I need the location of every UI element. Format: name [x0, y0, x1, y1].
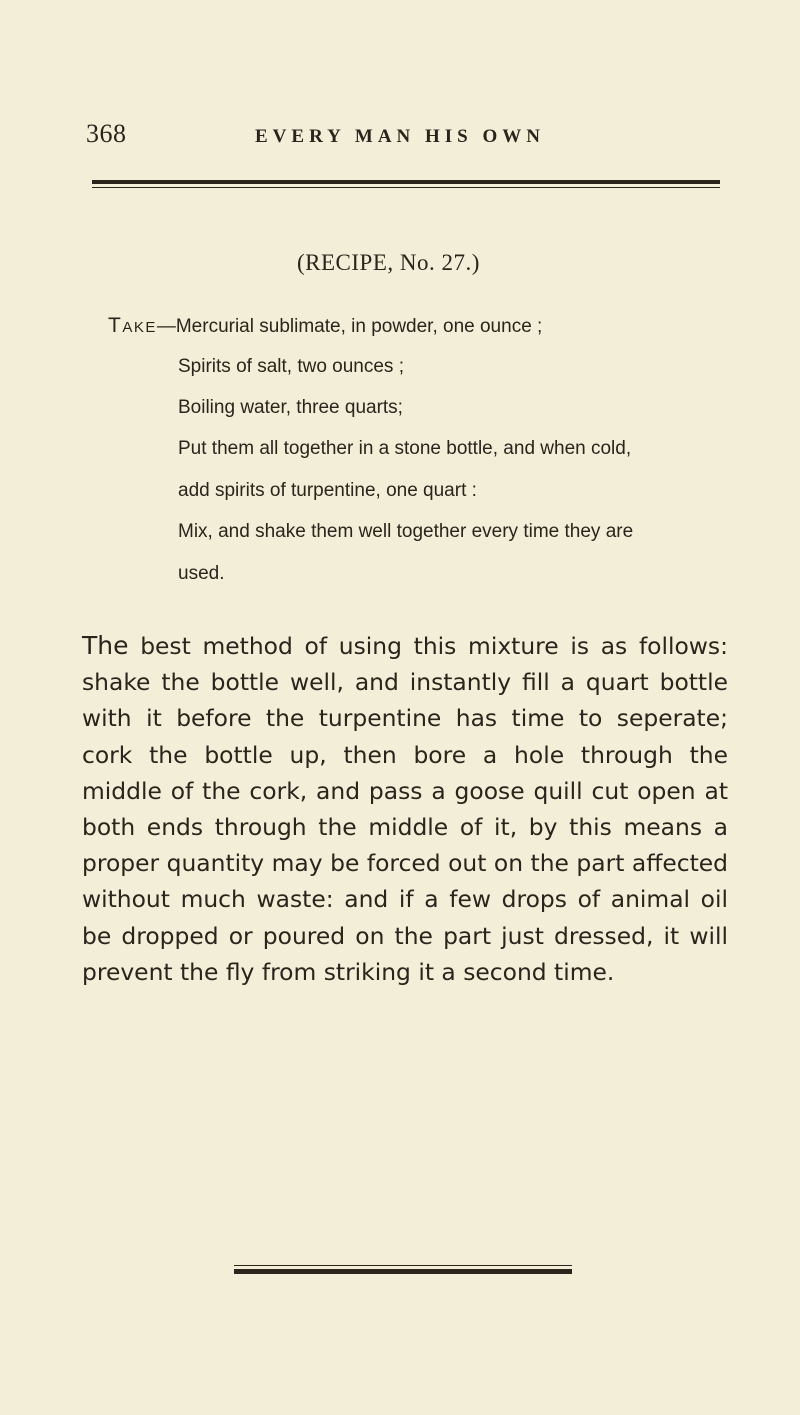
- recipe-line: [178, 397, 403, 419]
- footer-rule-thin: [234, 1265, 572, 1266]
- recipe-line: [178, 480, 477, 502]
- recipe-line-text: add spirits of turpentine, one quart :: [178, 480, 477, 501]
- recipe-line: [108, 314, 542, 338]
- paragraph-text: best method of using this mixture is as follows: shake the bottle well, and instantly fill a quart bottle with it before the turpentine has time to seperate; cork the bottle up, then bore a hole through the middle of the cork, and pass a goose quill cut open at both ends through the middle of it, by this means a proper quantity may be forced out on the part affected without much waste: and if a few drops of animal oil be dropped or poured on the part just dressed, it will prevent the fly from striking it a second time.: [82, 632, 728, 986]
- recipe-line: [178, 356, 404, 378]
- body-paragraph: [82, 628, 728, 990]
- paragraph-lead-word: The: [82, 631, 129, 660]
- recipe-line: [178, 521, 633, 543]
- recipe-line-text: Boiling water, three quarts;: [178, 397, 403, 418]
- recipe-line-text: used.: [178, 563, 225, 584]
- running-title: EVERY MAN HIS OWN: [255, 126, 546, 147]
- page-number: 368: [86, 119, 127, 148]
- footer-rule: [234, 1269, 572, 1274]
- recipe-line-text: Mix, and shake them well together every time they are: [178, 521, 634, 542]
- recipe-title: (RECIPE, No. 27.): [297, 250, 480, 275]
- recipe-line-text: Put them all together in a stone bottle, and when cold,: [178, 438, 632, 459]
- recipe-line-text: —Mercurial sublimate, in powder, one ounce ;: [156, 316, 543, 337]
- recipe-line-text: Spirits of salt, two ounces ;: [178, 356, 404, 377]
- recipe-line: [178, 563, 224, 585]
- recipe-lead-word: Take: [108, 314, 157, 337]
- recipe-line: [178, 438, 631, 460]
- recipe-ingredients: [0, 0, 800, 700]
